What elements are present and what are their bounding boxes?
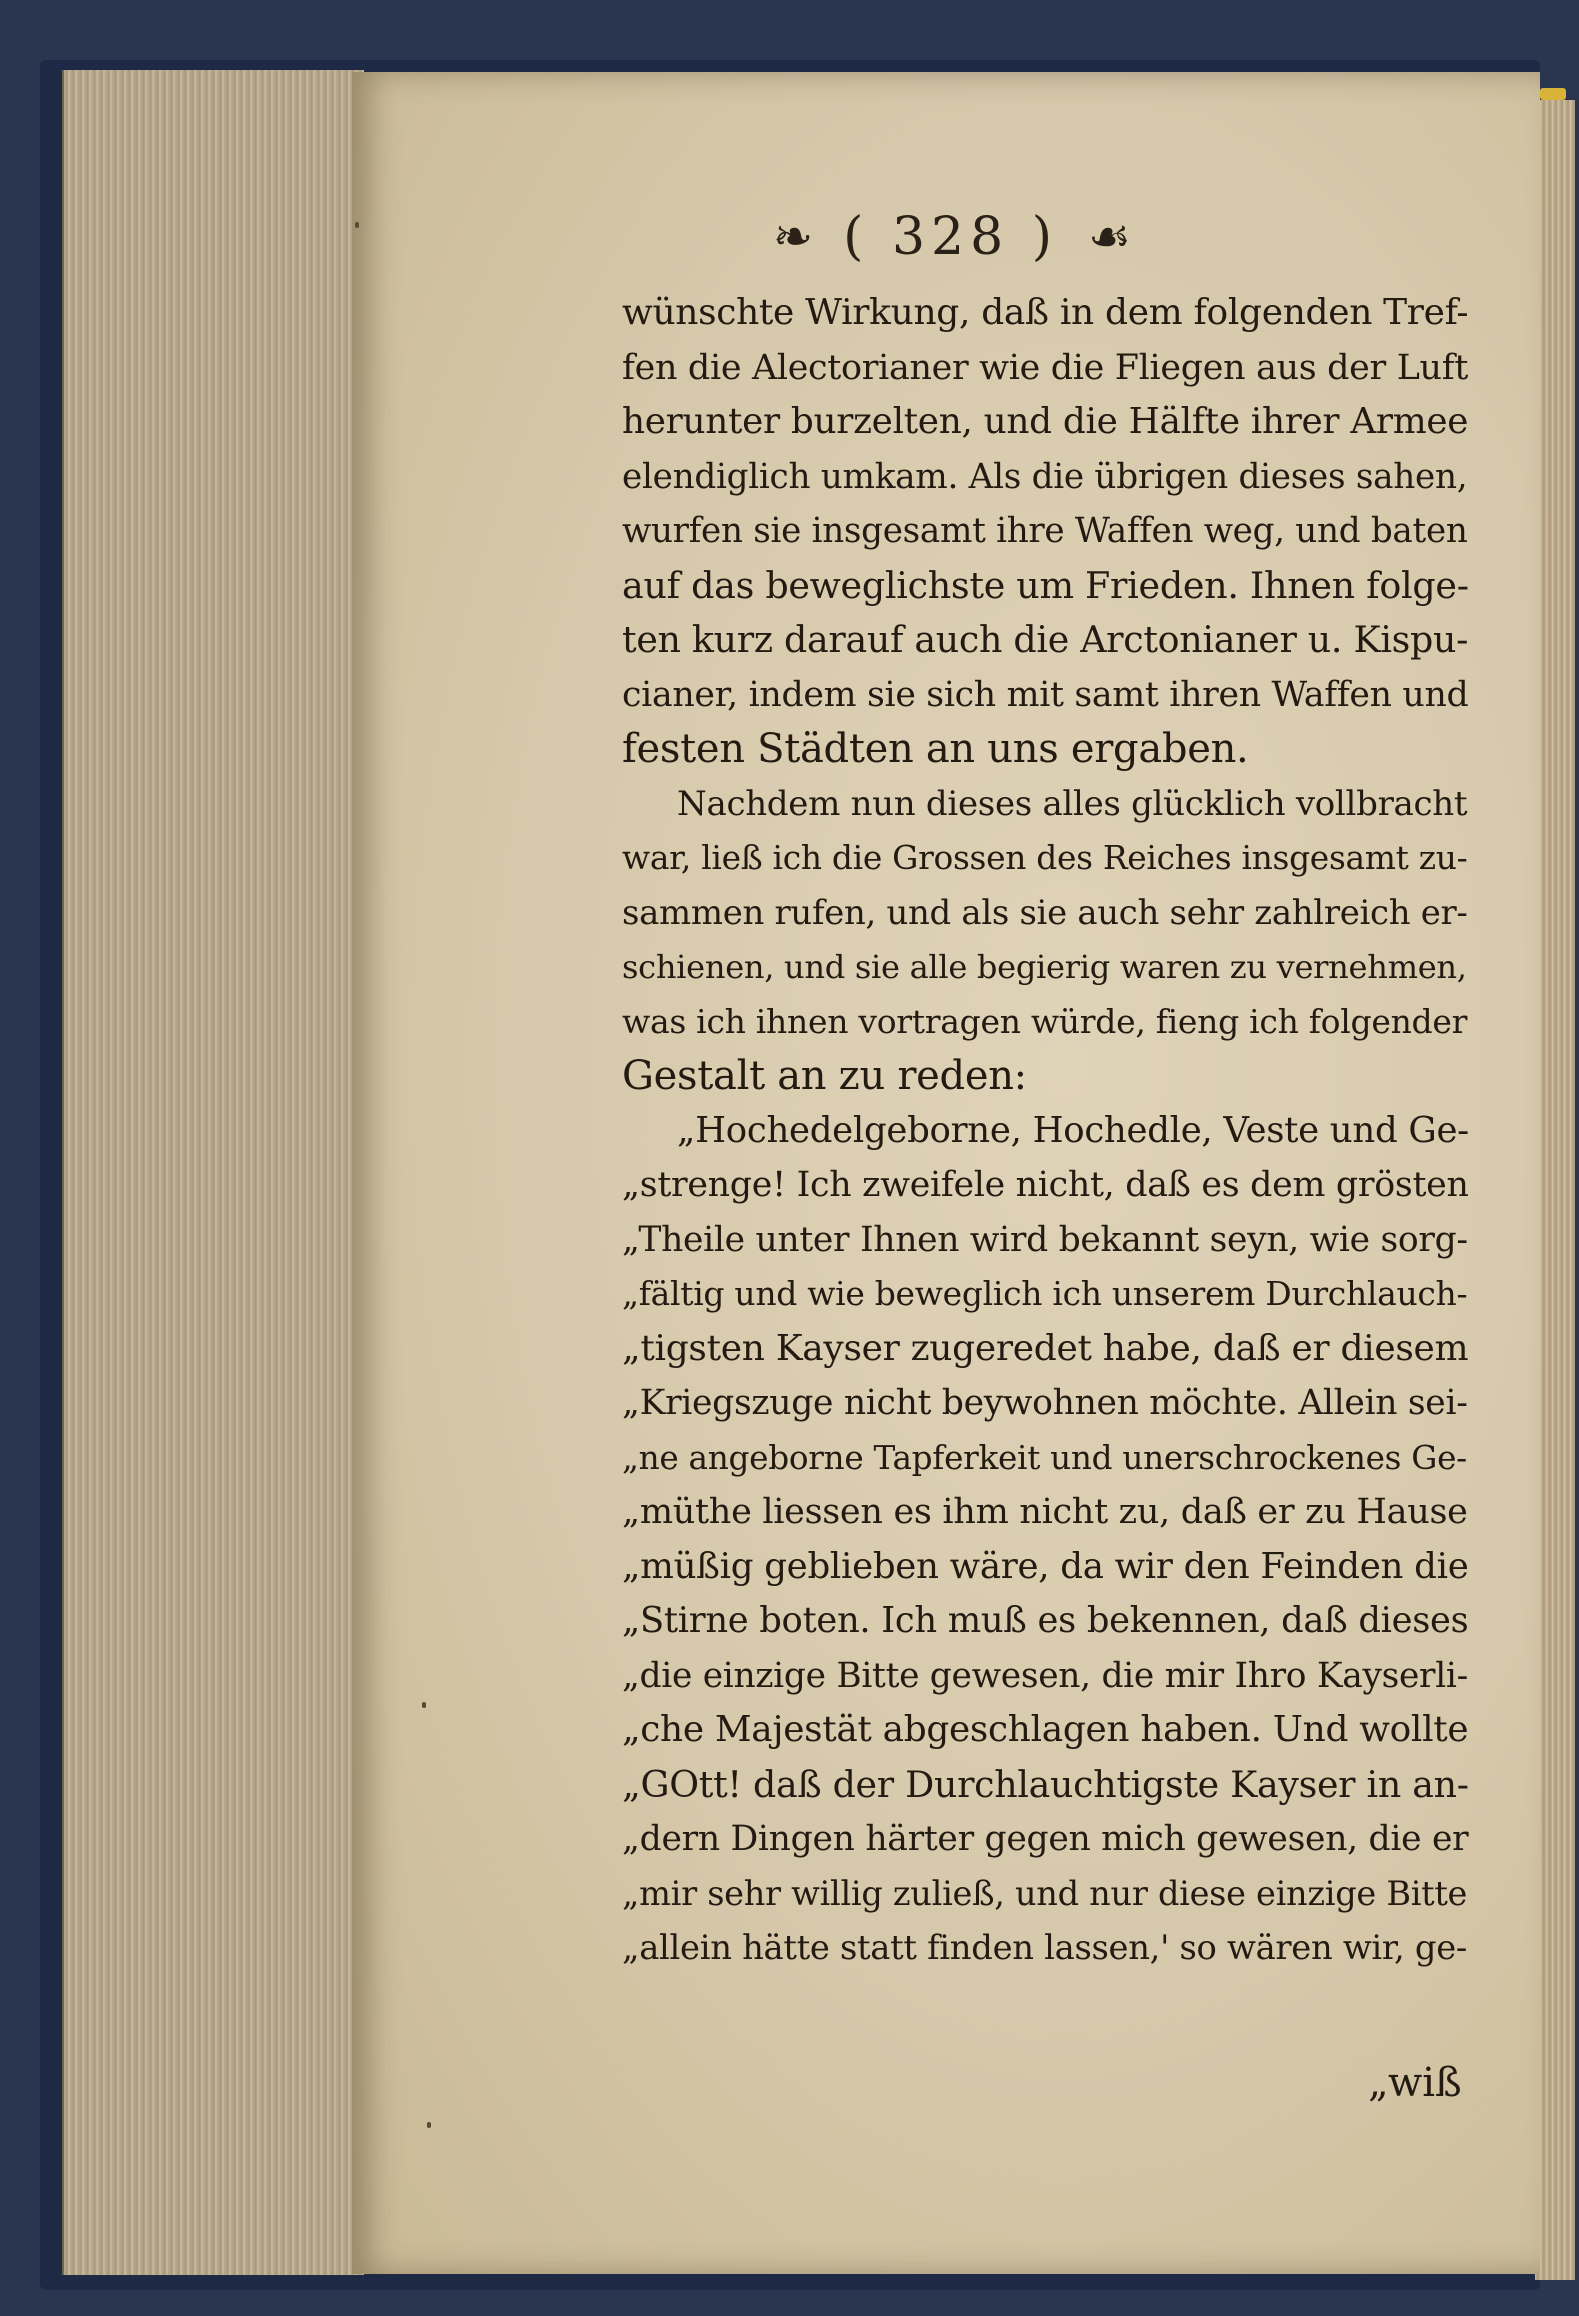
text-line: „Kriegszuge nicht beywohnen möchte. Allein sei- xyxy=(622,1383,1468,1423)
text-line: „ne angeborne Tapferkeit und unerschrockenes Ge- xyxy=(622,1438,1467,1477)
text-line: „müthe liessen es ihm nicht zu, daß er zu Hause xyxy=(622,1491,1468,1532)
text-line: Gestalt an zu reden: xyxy=(622,1053,1027,1099)
text-line: wünschte Wirkung, daß in dem folgenden Tref- xyxy=(622,292,1469,333)
text-line: „Theile unter Ihnen wird bekannt seyn, wie sorg- xyxy=(622,1219,1468,1260)
speck xyxy=(355,222,359,228)
text-line: wurfen sie insgesamt ihre Waffen weg, und baten xyxy=(622,511,1468,551)
ornament-right-icon: ☙ xyxy=(1088,209,1132,265)
text-line: herunter burzelten, und die Hälfte ihrer Armee xyxy=(622,401,1469,442)
text-line: was ich ihnen vortragen würde, fieng ich folgender xyxy=(622,1001,1468,1041)
text-line: „Hochedelgeborne, Hochedle, Veste und Ge- xyxy=(677,1109,1469,1151)
text-line: „GOtt! daß der Durchlauchtigste Kayser in an- xyxy=(622,1762,1469,1806)
text-line: „allein hätte statt finden lassen,' so wären wir, ge- xyxy=(622,1928,1468,1967)
ornament-left-icon: ❧ xyxy=(772,209,814,265)
text-line: „che Majestät abgeschlagen haben. Und wollte xyxy=(622,1709,1469,1750)
text-line: „tigsten Kayser zugeredet habe, daß er diesem xyxy=(622,1327,1469,1369)
text-line: festen Städten an uns ergaben. xyxy=(622,726,1249,772)
text-line: sammen rufen, und als sie auch sehr zahlreich er- xyxy=(622,892,1468,932)
text-line: „mir sehr willig zuließ, und nur diese einzige Bitte xyxy=(622,1873,1468,1913)
page-number: ( 328 ) xyxy=(843,207,1059,267)
text-line: elendiglich umkam. Als die übrigen dieses sahen, xyxy=(622,456,1468,497)
text-line: ten kurz darauf auch die Arctonianer u. Kispu- xyxy=(622,618,1469,661)
text-line: cianer, indem sie sich mit samt ihren Waffen und xyxy=(622,674,1469,715)
text-line: „strenge! Ich zweifele nicht, daß es dem grösten xyxy=(622,1165,1469,1205)
catchword: „wiß xyxy=(1368,2060,1462,2106)
text-line: schienen, und sie alle begierig waren zu vernehmen, xyxy=(622,948,1467,986)
speck xyxy=(422,1702,426,1708)
page-edges-left xyxy=(62,70,364,2275)
text-line: war, ließ ich die Grossen des Reiches insgesamt zu- xyxy=(622,838,1468,877)
text-line: „die einzige Bitte gewesen, die mir Ihro Kayserli- xyxy=(622,1655,1468,1696)
text-line: „Stirne boten. Ich muß es bekennen, daß dieses xyxy=(622,1600,1469,1641)
text-line: „fältig und wie beweglich ich unserem Durchlauch- xyxy=(622,1274,1468,1313)
text-line: fen die Alectorianer wie die Fliegen aus der Luft xyxy=(622,347,1469,388)
bookmark-ribbon xyxy=(1540,88,1566,100)
running-header xyxy=(602,192,1302,282)
speck xyxy=(427,2122,431,2128)
text-line: auf das beweglichste um Frieden. Ihnen folge- xyxy=(622,563,1469,607)
text-line: „dern Dingen härter gegen mich gewesen, die er xyxy=(622,1819,1469,1859)
body-text xyxy=(622,286,1579,1976)
text-line: Nachdem nun dieses alles glücklich vollbracht xyxy=(677,783,1468,824)
text-line: „müßig geblieben wäre, da wir den Feinden die xyxy=(622,1545,1469,1587)
